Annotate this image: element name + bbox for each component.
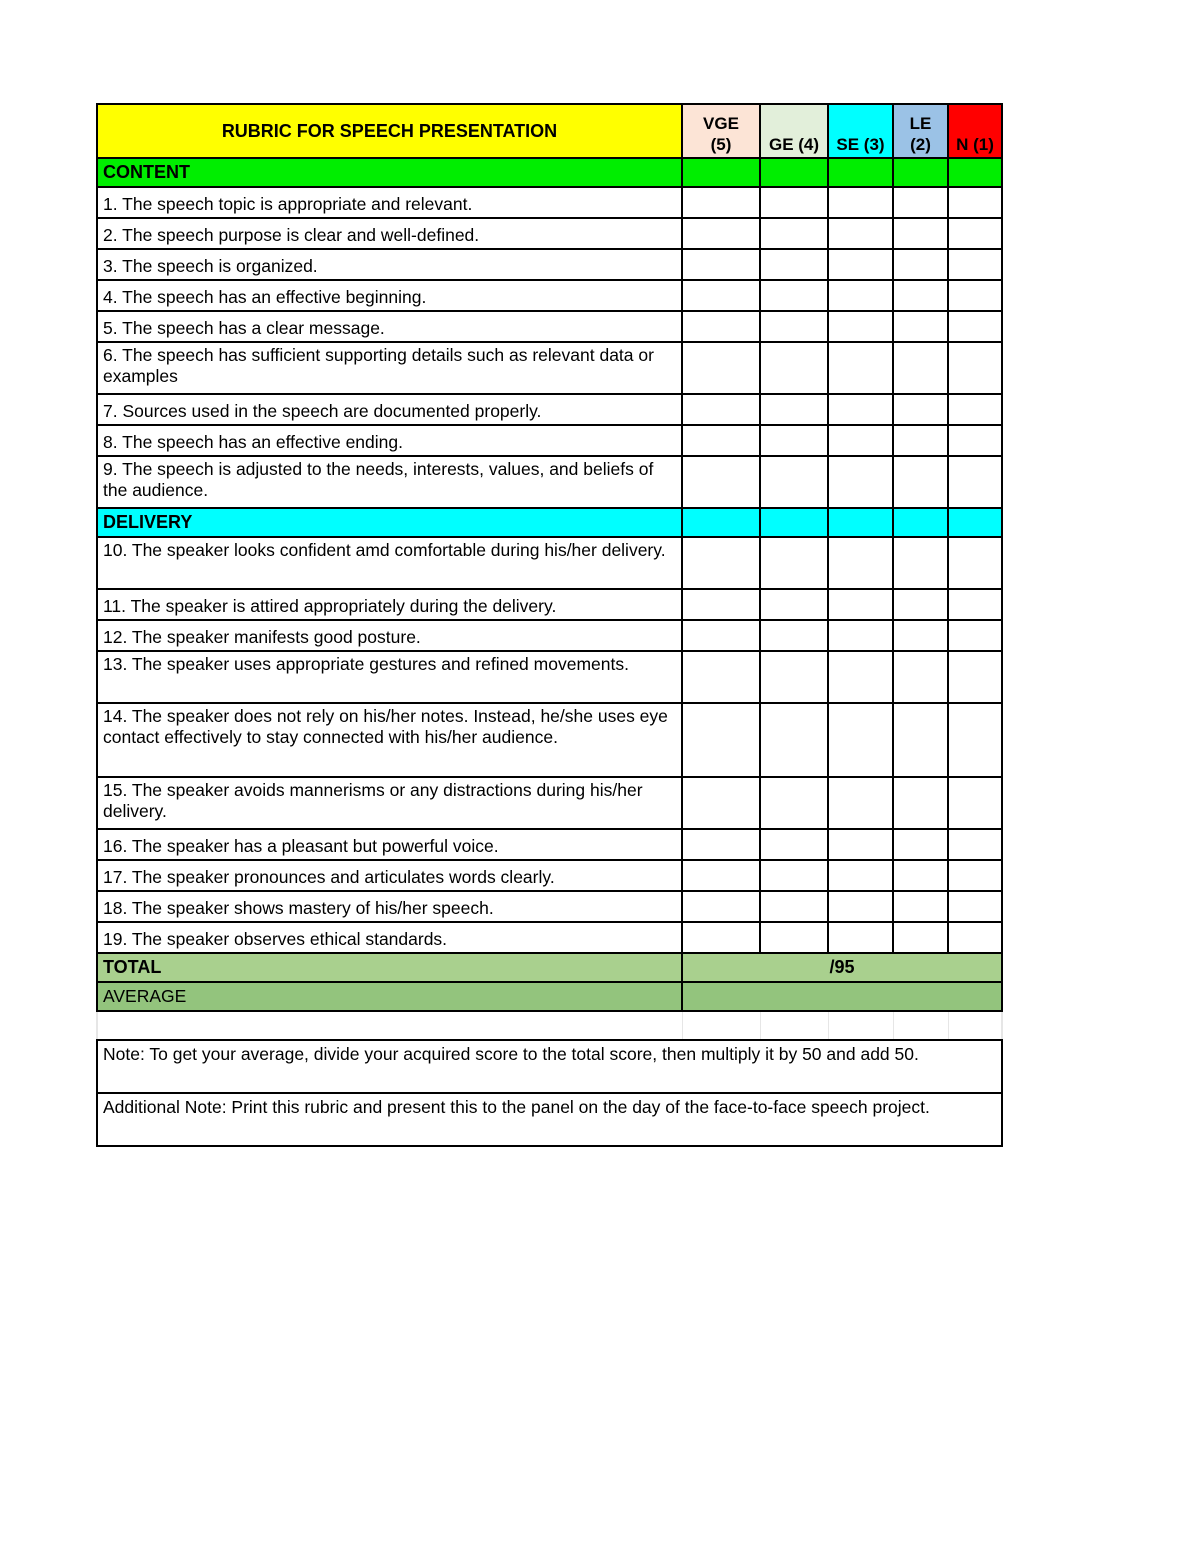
score-cell[interactable] — [893, 342, 948, 394]
score-cell[interactable] — [682, 620, 760, 651]
section-label: CONTENT — [97, 158, 682, 187]
score-column-header — [948, 104, 1002, 158]
score-column-header — [893, 104, 948, 158]
note-row — [97, 1093, 1002, 1146]
spacer-cell — [893, 1011, 948, 1040]
score-cell[interactable] — [828, 311, 893, 342]
column-header-line: (5) — [710, 135, 732, 154]
criterion-row — [97, 394, 1002, 425]
score-cell[interactable] — [828, 703, 893, 777]
criterion-text: 9. The speech is adjusted to the needs, interests, values, and beliefs of the audience. — [97, 456, 682, 508]
criterion-row — [97, 860, 1002, 891]
score-cell[interactable] — [893, 703, 948, 777]
criterion-text: 5. The speech has a clear message. — [97, 311, 682, 342]
score-cell[interactable] — [893, 394, 948, 425]
score-cell[interactable] — [828, 187, 893, 218]
score-cell[interactable] — [828, 249, 893, 280]
criterion-row — [97, 651, 1002, 703]
average-label: AVERAGE — [97, 982, 682, 1011]
section-score-cell — [948, 158, 1002, 187]
score-cell[interactable] — [948, 218, 1002, 249]
header-row — [97, 104, 1002, 158]
score-cell[interactable] — [760, 311, 828, 342]
rubric-body — [97, 104, 1002, 1146]
score-cell[interactable] — [948, 249, 1002, 280]
criterion-text: 11. The speaker is attired appropriately during the delivery. — [97, 589, 682, 620]
score-cell[interactable] — [828, 829, 893, 860]
score-cell[interactable] — [893, 311, 948, 342]
score-cell[interactable] — [828, 620, 893, 651]
criterion-text: 19. The speaker observes ethical standards. — [97, 922, 682, 953]
criterion-text: 17. The speaker pronounces and articulates words clearly. — [97, 860, 682, 891]
section-score-cell — [828, 158, 893, 187]
section-header-row — [97, 158, 1002, 187]
score-cell[interactable] — [682, 218, 760, 249]
rubric-title: RUBRIC FOR SPEECH PRESENTATION — [97, 104, 682, 158]
score-cell[interactable] — [828, 777, 893, 829]
score-cell[interactable] — [760, 922, 828, 953]
score-cell[interactable] — [948, 311, 1002, 342]
score-cell[interactable] — [948, 891, 1002, 922]
score-cell[interactable] — [760, 249, 828, 280]
score-cell[interactable] — [828, 922, 893, 953]
score-cell[interactable] — [893, 249, 948, 280]
score-cell[interactable] — [893, 589, 948, 620]
criterion-text: 6. The speech has sufficient supporting details such as relevant data or examples — [97, 342, 682, 394]
criterion-row — [97, 922, 1002, 953]
score-cell[interactable] — [828, 280, 893, 311]
criterion-text: 15. The speaker avoids mannerisms or any distractions during his/her delivery. — [97, 777, 682, 829]
score-cell[interactable] — [682, 891, 760, 922]
section-score-cell — [893, 158, 948, 187]
score-cell[interactable] — [760, 620, 828, 651]
score-cell[interactable] — [760, 860, 828, 891]
criterion-row — [97, 777, 1002, 829]
score-cell[interactable] — [828, 394, 893, 425]
average-note: Note: To get your average, divide your acquired score to the total score, then multiply it by 50 and add 50. — [97, 1040, 1002, 1093]
score-cell[interactable] — [893, 891, 948, 922]
criterion-row — [97, 891, 1002, 922]
criterion-row — [97, 249, 1002, 280]
score-cell[interactable] — [760, 394, 828, 425]
score-cell[interactable] — [828, 651, 893, 703]
additional-note: Additional Note: Print this rubric and present this to the panel on the day of the face-to-face speech project. — [97, 1093, 1002, 1146]
criterion-row — [97, 311, 1002, 342]
score-cell[interactable] — [948, 829, 1002, 860]
score-cell[interactable] — [682, 394, 760, 425]
criterion-row — [97, 589, 1002, 620]
score-cell[interactable] — [828, 537, 893, 589]
score-cell[interactable] — [893, 280, 948, 311]
section-score-cell — [948, 508, 1002, 537]
score-column-header — [828, 104, 893, 158]
section-score-cell — [682, 508, 760, 537]
section-score-cell — [760, 508, 828, 537]
score-cell[interactable] — [893, 537, 948, 589]
score-cell[interactable] — [828, 589, 893, 620]
score-cell[interactable] — [760, 829, 828, 860]
criterion-text: 10. The speaker looks confident amd comfortable during his/her delivery. — [97, 537, 682, 589]
score-cell[interactable] — [893, 860, 948, 891]
score-cell[interactable] — [682, 537, 760, 589]
score-cell[interactable] — [893, 218, 948, 249]
score-cell[interactable] — [760, 218, 828, 249]
average-value[interactable] — [682, 982, 1002, 1011]
column-header-line: VGE — [703, 114, 739, 133]
score-cell[interactable] — [760, 456, 828, 508]
score-cell[interactable] — [760, 187, 828, 218]
spacer-cell — [948, 1011, 1002, 1040]
criterion-row — [97, 280, 1002, 311]
total-label: TOTAL — [97, 953, 682, 982]
criterion-text: 14. The speaker does not rely on his/her notes. Instead, he/she uses eye contact effectively to stay connected with his/her audience. — [97, 703, 682, 777]
score-cell[interactable] — [682, 829, 760, 860]
score-cell[interactable] — [760, 537, 828, 589]
criterion-row — [97, 537, 1002, 589]
criterion-row — [97, 456, 1002, 508]
criterion-row — [97, 703, 1002, 777]
column-header-line: N (1) — [956, 135, 994, 154]
score-cell[interactable] — [948, 425, 1002, 456]
score-cell[interactable] — [760, 777, 828, 829]
score-cell[interactable] — [682, 922, 760, 953]
column-header-line: SE (3) — [836, 135, 885, 154]
section-score-cell — [828, 508, 893, 537]
spacer-cell — [760, 1011, 828, 1040]
score-cell[interactable] — [682, 860, 760, 891]
criterion-row — [97, 620, 1002, 651]
section-score-cell — [682, 158, 760, 187]
score-cell[interactable] — [760, 891, 828, 922]
criterion-text: 4. The speech has an effective beginning. — [97, 280, 682, 311]
average-row — [97, 982, 1002, 1011]
score-cell[interactable] — [760, 651, 828, 703]
criterion-row — [97, 425, 1002, 456]
score-cell[interactable] — [682, 342, 760, 394]
criterion-row — [97, 829, 1002, 860]
score-cell[interactable] — [948, 456, 1002, 508]
section-header-row — [97, 508, 1002, 537]
score-cell[interactable] — [948, 280, 1002, 311]
score-cell[interactable] — [828, 891, 893, 922]
rubric-table — [96, 103, 1003, 1147]
score-cell[interactable] — [893, 922, 948, 953]
score-column-header — [760, 104, 828, 158]
section-score-cell — [893, 508, 948, 537]
score-cell[interactable] — [828, 342, 893, 394]
score-cell[interactable] — [948, 589, 1002, 620]
score-cell[interactable] — [828, 218, 893, 249]
score-cell[interactable] — [682, 777, 760, 829]
criterion-text: 7. Sources used in the speech are documented properly. — [97, 394, 682, 425]
total-value[interactable]: /95 — [682, 953, 1002, 982]
criterion-text: 2. The speech purpose is clear and well-defined. — [97, 218, 682, 249]
score-cell[interactable] — [948, 620, 1002, 651]
section-label: DELIVERY — [97, 508, 682, 537]
column-header-line: GE (4) — [768, 135, 820, 154]
score-cell[interactable] — [948, 860, 1002, 891]
score-cell[interactable] — [682, 249, 760, 280]
score-column-header — [682, 104, 760, 158]
criterion-row — [97, 342, 1002, 394]
total-row — [97, 953, 1002, 982]
criterion-text: 18. The speaker shows mastery of his/her speech. — [97, 891, 682, 922]
score-cell[interactable] — [948, 703, 1002, 777]
spacer-cell — [682, 1011, 760, 1040]
criterion-text: 3. The speech is organized. — [97, 249, 682, 280]
score-cell[interactable] — [893, 651, 948, 703]
criterion-row — [97, 187, 1002, 218]
score-cell[interactable] — [948, 777, 1002, 829]
score-cell[interactable] — [682, 651, 760, 703]
score-cell[interactable] — [760, 703, 828, 777]
score-cell[interactable] — [828, 425, 893, 456]
score-cell[interactable] — [828, 860, 893, 891]
column-header-line: (2) — [910, 135, 931, 154]
spacer-cell — [97, 1011, 682, 1040]
score-cell[interactable] — [948, 537, 1002, 589]
criterion-text: 13. The speaker uses appropriate gestures and refined movements. — [97, 651, 682, 703]
spacer-cell — [828, 1011, 893, 1040]
score-cell[interactable] — [760, 425, 828, 456]
score-cell[interactable] — [682, 703, 760, 777]
score-cell[interactable] — [948, 394, 1002, 425]
score-cell[interactable] — [760, 589, 828, 620]
score-cell[interactable] — [893, 620, 948, 651]
score-cell[interactable] — [893, 456, 948, 508]
score-cell[interactable] — [893, 829, 948, 860]
score-cell[interactable] — [682, 311, 760, 342]
criterion-text: 1. The speech topic is appropriate and relevant. — [97, 187, 682, 218]
score-cell[interactable] — [682, 456, 760, 508]
score-cell[interactable] — [893, 425, 948, 456]
score-cell[interactable] — [682, 425, 760, 456]
criterion-text: 12. The speaker manifests good posture. — [97, 620, 682, 651]
score-cell[interactable] — [948, 922, 1002, 953]
score-cell[interactable] — [828, 456, 893, 508]
note-row — [97, 1040, 1002, 1093]
score-cell[interactable] — [682, 589, 760, 620]
criterion-row — [97, 218, 1002, 249]
score-cell[interactable] — [760, 342, 828, 394]
score-cell[interactable] — [948, 187, 1002, 218]
score-cell[interactable] — [760, 280, 828, 311]
section-score-cell — [760, 158, 828, 187]
score-cell[interactable] — [893, 187, 948, 218]
criterion-text: 16. The speaker has a pleasant but powerful voice. — [97, 829, 682, 860]
score-cell[interactable] — [948, 342, 1002, 394]
score-cell[interactable] — [893, 777, 948, 829]
score-cell[interactable] — [682, 187, 760, 218]
score-cell[interactable] — [682, 280, 760, 311]
score-cell[interactable] — [948, 651, 1002, 703]
spacer-row — [97, 1011, 1002, 1040]
column-header-line: LE — [909, 114, 932, 133]
criterion-text: 8. The speech has an effective ending. — [97, 425, 682, 456]
